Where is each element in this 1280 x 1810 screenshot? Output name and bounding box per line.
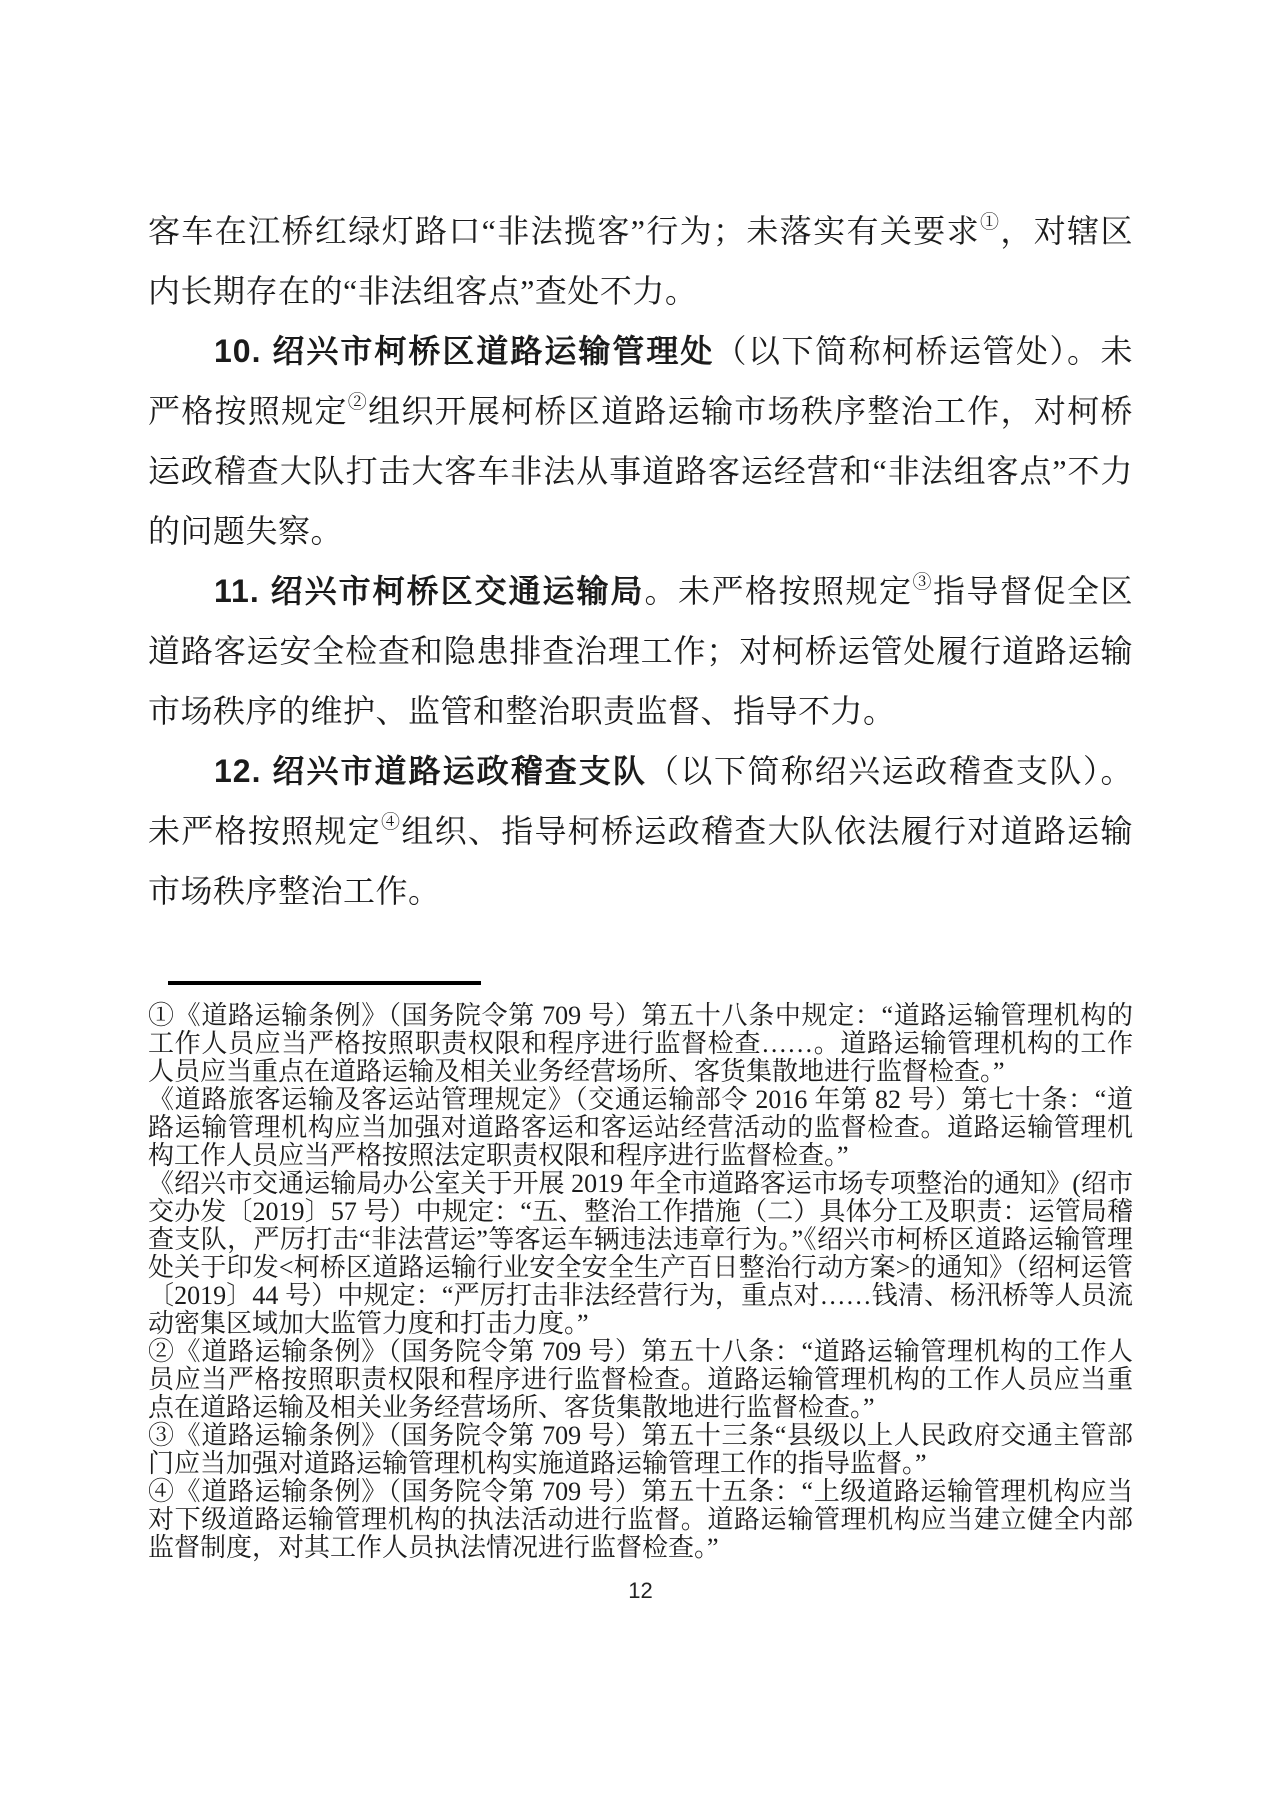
body-run-bold: 12. 绍兴市道路运政稽查支队 bbox=[214, 753, 647, 789]
footnotes-list bbox=[148, 1002, 1133, 1562]
body-paragraph bbox=[148, 561, 1133, 741]
page-content bbox=[148, 0, 1133, 1604]
footnote-item: ①《道路运输条例》（国务院令第 709 号）第五十八条中规定：“道路运输管理机构的工作人员应当严格按照职责权限和程序进行监督检查……。道路运输管理机构的工作人员应当重点在道路运输及相关业务经营场所、客货集散地进行监督检查。” bbox=[148, 1001, 1133, 1086]
footnote-item: ③《道路运输条例》（国务院令第 709 号）第五十三条“县级以上人民政府交通主管部门应当加强对道路运输管理机构实施道路运输管理工作的指导监督。” bbox=[148, 1421, 1133, 1478]
body-run: （以下简称柯桥运管处）。未严格按照规定 bbox=[148, 333, 1133, 429]
footnote-item-continuation: 《绍兴市交通运输局办公室关于开展 2019 年全市道路客运市场专项整治的通知》(绍市交办发〔2019〕57 号）中规定：“五、整治工作措施（二）具体分工及职责：运管局稽查支队，严厉打击“非法营运”等客运车辆违法违章行为。”《绍兴市柯桥区道路运输管理处关于印发<柯桥区道路运输行业安全安全生产百日整治行动方案>的通知》（绍柯运管〔2019〕44 号）中规定：“严厉打击非法经营行为，重点对……钱清、杨汛桥等人员流动密集区域加大监管力度和打击力度。” bbox=[148, 1169, 1133, 1338]
body-run: （以下简称绍兴运政稽查支队）。未严格按照规定 bbox=[148, 753, 1133, 849]
body-run-bold: 11. 绍兴市柯桥区交通运输局 bbox=[214, 573, 645, 609]
body-run: 指导督促全区道路客运安全检查和隐患排查治理工作；对柯桥运管处履行道路运输市场秩序的维护、监管和整治职责监督、指导不力。 bbox=[148, 573, 1133, 729]
body-run-bold: 10. 绍兴市柯桥区道路运输管理处 bbox=[214, 333, 715, 369]
footnote-item: ④《道路运输条例》（国务院令第 709 号）第五十五条：“上级道路运输管理机构应当对下级道路运输管理机构的执法活动进行监督。道路运输管理机构应当建立健全内部监督制度，对其工作人员执法情况进行监督检查。” bbox=[148, 1477, 1133, 1562]
body-paragraph bbox=[148, 321, 1133, 561]
body-run: 组织开展柯桥区道路运输市场秩序整治工作，对柯桥运政稽查大队打击大客车非法从事道路客运经营和“非法组客点”不力的问题失察。 bbox=[148, 393, 1133, 549]
footnote-item-continuation: 《道路旅客运输及客运站管理规定》（交通运输部令 2016 年第 82 号）第七十条：“道路运输管理机构应当加强对道路客运和客运站经营活动的监督检查。道路运输管理机构工作人员应当严格按照法定职责权限和程序进行监督检查。” bbox=[148, 1085, 1133, 1170]
footnote-item: ②《道路运输条例》（国务院令第 709 号）第五十八条：“道路运输管理机构的工作人员应当严格按照职责权限和程序进行监督检查。道路运输管理机构的工作人员应当重点在道路运输及相关业务经营场所、客货集散地进行监督检查。” bbox=[148, 1337, 1133, 1422]
body-run: 。未严格按照规定 bbox=[644, 573, 913, 609]
body-paragraph bbox=[148, 741, 1133, 921]
body-run: ，对辖区内长期存在的“非法组客点”查处不力。 bbox=[148, 213, 1133, 309]
body-run: 组织、指导柯桥运政稽查大队依法履行对道路运输市场秩序整治工作。 bbox=[148, 813, 1133, 909]
footnote-ref-marker: ③ bbox=[912, 572, 933, 593]
footnote-ref-marker: ④ bbox=[381, 812, 402, 833]
body-run: 客车在江桥红绿灯路口“非法揽客”行为；未落实有关要求 bbox=[148, 213, 980, 249]
page-number: 12 bbox=[628, 1578, 653, 1603]
document-body bbox=[148, 0, 1133, 921]
footnote-ref-marker: ① bbox=[979, 212, 1001, 233]
footnote-ref-marker: ② bbox=[347, 392, 369, 413]
body-paragraph bbox=[148, 201, 1133, 321]
footnote-separator bbox=[168, 981, 481, 985]
